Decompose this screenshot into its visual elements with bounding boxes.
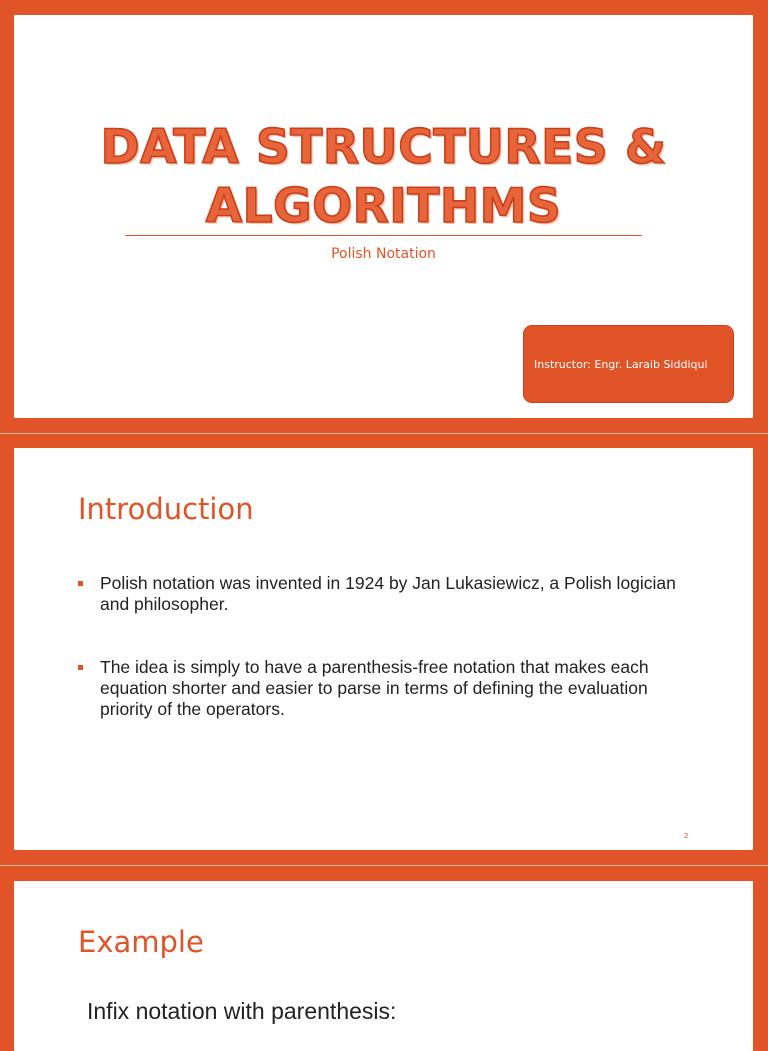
slide-title xyxy=(14,118,753,236)
slide-separator xyxy=(0,865,768,866)
square-bullet-icon xyxy=(78,665,83,670)
slide-heading: Introduction xyxy=(78,492,254,526)
bullet-item xyxy=(78,573,698,615)
square-bullet-icon xyxy=(78,581,83,586)
slide-body-text: Infix notation with parenthesis: xyxy=(87,998,397,1024)
bullet-text: Polish notation was invented in 1924 by Jan Lukasiewicz, a Polish logician and philosopher. xyxy=(100,573,676,614)
instructor-box xyxy=(523,325,734,403)
title-line-1: DATA STRUCTURES & xyxy=(100,120,667,175)
bullet-text: The idea is simply to have a parenthesis-free notation that makes each equation shorter and easier to parse in terms of defining the evaluation priority of the operators. xyxy=(100,657,649,719)
bullet-list xyxy=(78,573,698,720)
title-line-2: ALGORITHMS xyxy=(205,179,562,234)
slide-subtitle: Polish Notation xyxy=(331,246,436,262)
page-number: 2 xyxy=(684,832,689,840)
introduction-slide xyxy=(14,448,753,850)
instructor-text: Instructor: Engr. Laraib Siddiqui xyxy=(534,357,708,371)
slide-heading: Example xyxy=(78,925,204,959)
example-slide xyxy=(14,881,753,1051)
slide-separator xyxy=(0,433,768,434)
title-slide xyxy=(14,15,753,418)
title-divider xyxy=(125,235,642,236)
bullet-item xyxy=(78,657,698,720)
